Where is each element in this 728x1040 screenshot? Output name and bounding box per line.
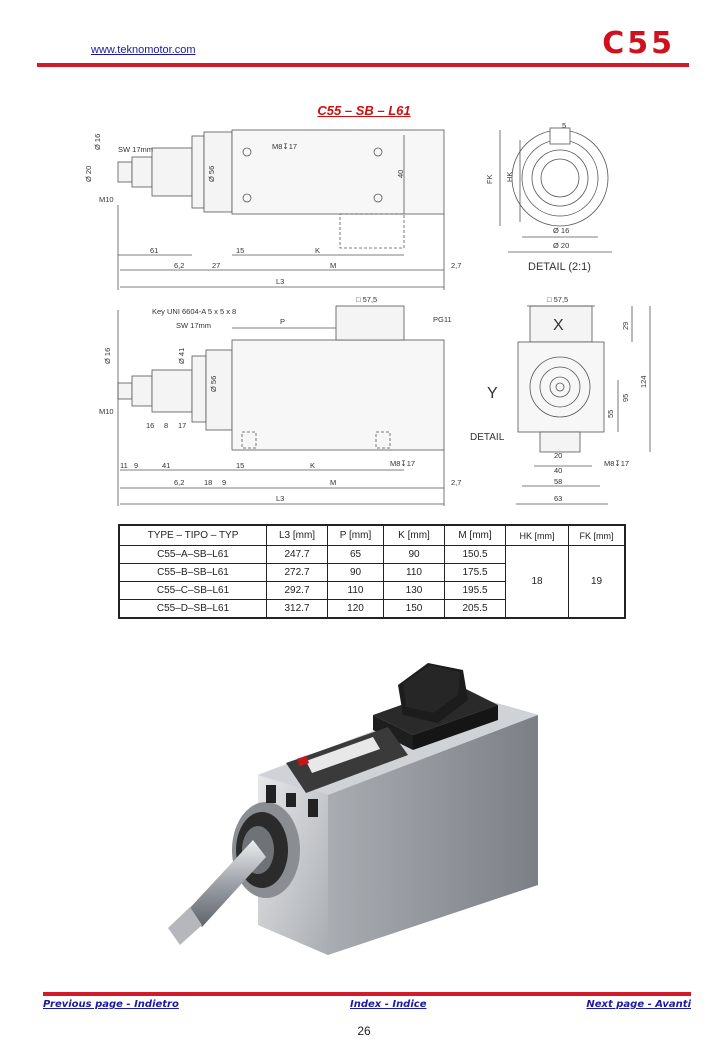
table-cell: 175.5 bbox=[445, 564, 506, 582]
side-view-motor bbox=[118, 306, 444, 506]
detail-dim5: 5 bbox=[562, 121, 567, 130]
end-m8: M8↧17 bbox=[604, 459, 630, 468]
top-dim2-7: 2,7 bbox=[451, 261, 462, 270]
table-cell: 312.7 bbox=[267, 600, 328, 619]
side-d41: Ø 41 bbox=[177, 347, 186, 364]
end-dim55: 55 bbox=[606, 409, 615, 418]
top-d16-label: Ø 16 bbox=[93, 133, 102, 150]
table-header: M [mm] bbox=[445, 525, 506, 546]
table-cell: 120 bbox=[328, 600, 384, 619]
top-m10-label: M10 bbox=[99, 195, 114, 204]
end-dim124: 124 bbox=[639, 375, 648, 388]
side-dim11: 11 bbox=[120, 461, 128, 470]
side-pg11: PG11 bbox=[433, 315, 452, 324]
top-d20-label: Ø 20 bbox=[84, 165, 93, 182]
motor-product-photo bbox=[158, 645, 558, 965]
drawing-title: C55 – SB – L61 bbox=[317, 103, 411, 118]
side-m8: M8↧17 bbox=[390, 459, 416, 468]
table-cell: C55–B–SB–L61 bbox=[119, 564, 267, 582]
side-dim-k: K bbox=[310, 461, 316, 470]
table-cell: C55–C–SB–L61 bbox=[119, 582, 267, 600]
end-box57: □ 57,5 bbox=[547, 295, 569, 304]
table-cell: 150 bbox=[384, 600, 445, 619]
footer-divider bbox=[43, 992, 691, 996]
top-dim-k: K bbox=[315, 246, 321, 255]
side-dim-m: M bbox=[330, 478, 337, 487]
end-detail-label: DETAIL bbox=[470, 432, 505, 443]
side-dim9: 9 bbox=[134, 461, 139, 470]
side-key-label: Key UNI 6604-A 5 x 5 x 8 bbox=[152, 307, 237, 316]
top-dim40: 40 bbox=[396, 169, 405, 178]
side-dim8: 8 bbox=[164, 421, 169, 430]
table-cell: 247.7 bbox=[267, 546, 328, 564]
top-m8-label: M8↧17 bbox=[272, 142, 298, 151]
table-header-row bbox=[119, 525, 625, 546]
website-link[interactable]: www.teknomotor.com bbox=[91, 44, 196, 56]
side-dim9b: 9 bbox=[222, 478, 227, 487]
table-header: TYPE – TIPO – TYP bbox=[119, 525, 267, 546]
top-sw-label: SW 17mm bbox=[118, 145, 154, 154]
detail-fk: FK bbox=[485, 174, 494, 184]
side-dim2-7: 2,7 bbox=[451, 478, 462, 487]
top-dim6-2: 6,2 bbox=[174, 261, 185, 270]
table-cell: C55–D–SB–L61 bbox=[119, 600, 267, 619]
side-dim16: 16 bbox=[146, 421, 155, 430]
table-cell: 90 bbox=[328, 564, 384, 582]
detail-d16: Ø 16 bbox=[553, 226, 570, 235]
table-cell: 195.5 bbox=[445, 582, 506, 600]
end-dim58: 58 bbox=[554, 477, 563, 486]
top-d56-label: Ø 56 bbox=[207, 165, 216, 182]
index-link[interactable]: Index - Indice bbox=[350, 999, 427, 1010]
top-dim-l3: L3 bbox=[276, 277, 285, 286]
table-cell: 205.5 bbox=[445, 600, 506, 619]
side-dim-p: P bbox=[280, 317, 286, 326]
side-box57: □ 57,5 bbox=[356, 295, 378, 304]
table-cell: 110 bbox=[384, 564, 445, 582]
side-dim17: 17 bbox=[178, 421, 187, 430]
table-cell: 130 bbox=[384, 582, 445, 600]
table-cell: 110 bbox=[328, 582, 384, 600]
table-cell: 292.7 bbox=[267, 582, 328, 600]
table-cell: 150.5 bbox=[445, 546, 506, 564]
table-cell-fk: 19 bbox=[569, 546, 626, 619]
table-cell-hk: 18 bbox=[506, 546, 569, 619]
end-y-label: Y bbox=[487, 385, 498, 402]
table-header: L3 [mm] bbox=[267, 525, 328, 546]
end-view-motor bbox=[516, 306, 650, 504]
dimensions-table bbox=[118, 524, 626, 619]
side-dim6-2: 6,2 bbox=[174, 478, 185, 487]
top-dim27: 27 bbox=[212, 261, 221, 270]
end-dim95: 95 bbox=[621, 393, 630, 402]
table-header: HK [mm] bbox=[506, 525, 569, 546]
table-header: P [mm] bbox=[328, 525, 384, 546]
end-dim20: 20 bbox=[554, 451, 563, 460]
table-header: FK [mm] bbox=[569, 525, 626, 546]
table-row bbox=[119, 546, 625, 564]
end-dim29: 29 bbox=[621, 321, 630, 330]
end-dim63: 63 bbox=[554, 494, 563, 503]
table-cell: 65 bbox=[328, 546, 384, 564]
table-cell: 90 bbox=[384, 546, 445, 564]
top-dim-m: M bbox=[330, 261, 337, 270]
top-dim15: 15 bbox=[236, 246, 245, 255]
side-d56: Ø 56 bbox=[209, 375, 218, 392]
side-d16: Ø 16 bbox=[103, 347, 112, 364]
detail-d20: Ø 20 bbox=[553, 241, 570, 250]
side-dim18: 18 bbox=[204, 478, 213, 487]
brand-title: C55 bbox=[602, 26, 675, 61]
side-dim41: 41 bbox=[162, 461, 171, 470]
next-page-link[interactable]: Next page - Avanti bbox=[586, 999, 691, 1010]
end-x-label: X bbox=[553, 317, 564, 334]
detail-hk: HK bbox=[505, 171, 514, 182]
table-cell: C55–A–SB–L61 bbox=[119, 546, 267, 564]
side-dim15: 15 bbox=[236, 461, 245, 470]
previous-page-link[interactable]: Previous page - Indietro bbox=[43, 999, 179, 1010]
table-header: K [mm] bbox=[384, 525, 445, 546]
end-dim40: 40 bbox=[554, 466, 563, 475]
side-sw-label: SW 17mm bbox=[176, 321, 212, 330]
table-cell: 272.7 bbox=[267, 564, 328, 582]
side-dim-l3: L3 bbox=[276, 494, 285, 503]
page-number: 26 bbox=[357, 1024, 371, 1038]
top-view-motor bbox=[118, 130, 444, 290]
side-m10: M10 bbox=[99, 407, 114, 416]
detail-caption: DETAIL (2:1) bbox=[528, 261, 591, 273]
top-dim61: 61 bbox=[150, 246, 159, 255]
